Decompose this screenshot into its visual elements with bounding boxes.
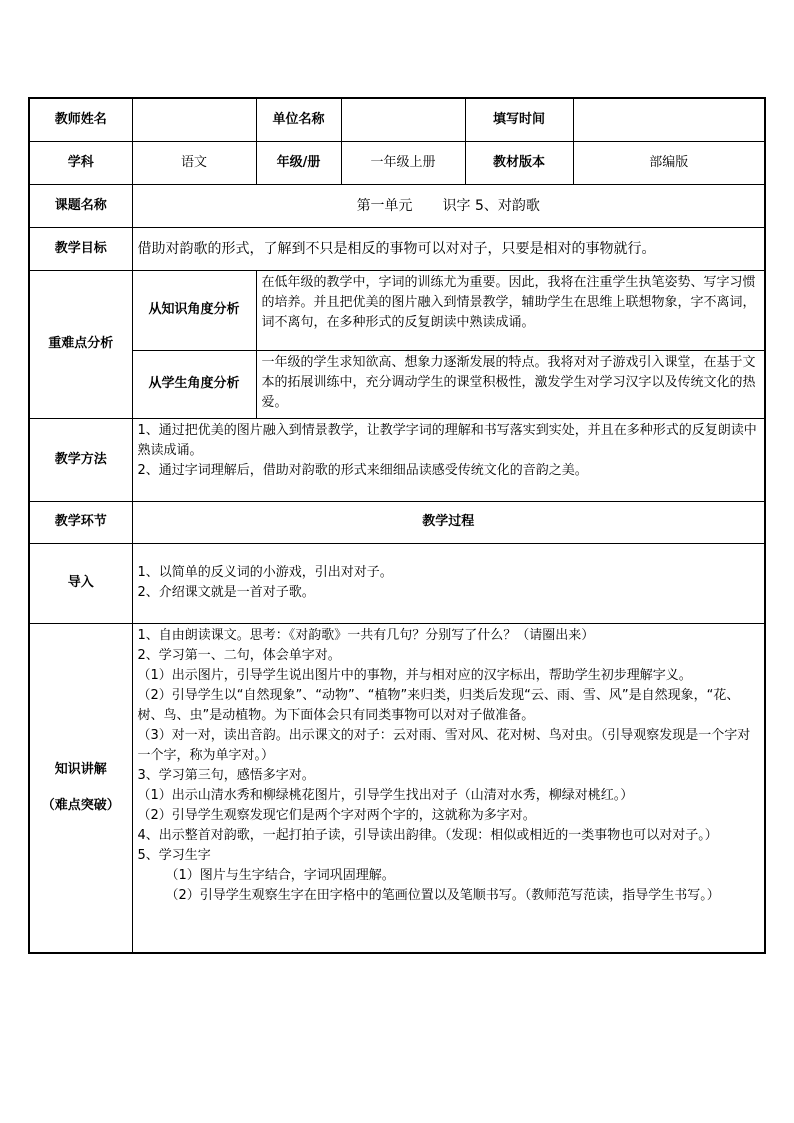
edition-label: 教材版本 <box>465 141 573 184</box>
teacher-name-label: 教师姓名 <box>29 98 132 141</box>
knowledge-sublabel: （难点突破） <box>41 797 120 813</box>
knowledge-line-10: 5、学习生字 <box>137 847 211 863</box>
knowledge-line-11: （1）图片与生字结合，字词巩固理解。 <box>165 867 395 883</box>
process-label: 教学过程 <box>132 501 765 543</box>
knowledge-row <box>29 623 765 953</box>
analysis-knowledge-row <box>29 270 765 350</box>
topic-lesson: 识字 5、对韵歌 <box>442 197 540 214</box>
topic-unit: 第一单元 <box>356 197 413 214</box>
knowledge-label-cell <box>29 623 132 953</box>
method-row <box>29 418 765 501</box>
subject-label: 学科 <box>29 141 132 184</box>
knowledge-angle-text: 在低年级的教学中，字词的训练尤为重要。因此，我将在注重学生执笔姿势、写字习惯的培养。并且把优美的图片融入到情景教学，辅助学生在思维上联想物象，字不离词，词不离句，在多种形式的反复朗读中熟读成诵。 <box>256 270 765 350</box>
lesson-plan-table <box>28 97 766 954</box>
teacher-name-value <box>132 98 256 141</box>
analysis-label: 重难点分析 <box>29 270 132 418</box>
grade-label: 年级/册 <box>256 141 341 184</box>
stage-label: 教学环节 <box>29 501 132 543</box>
unit-name-label: 单位名称 <box>256 98 341 141</box>
student-angle-label: 从学生角度分析 <box>132 350 256 418</box>
topic-row <box>29 184 765 227</box>
subject-row <box>29 141 765 184</box>
intro-text <box>132 543 765 623</box>
knowledge-line-7: （1）出示山清水秀和柳绿桃花图片，引导学生找出对子（山清对水秀，柳绿对桃红。） <box>137 787 634 803</box>
knowledge-line-8: （2）引导学生观察发现它们是两个字对两个字的，这就称为多字对。 <box>137 807 536 823</box>
goal-label: 教学目标 <box>29 227 132 270</box>
topic-value <box>132 184 765 227</box>
intro-item-1: 1、以简单的反义词的小游戏，引出对对子。 <box>137 565 393 580</box>
fill-date-label: 填写时间 <box>465 98 573 141</box>
student-angle-text: 一年级的学生求知欲高、想象力逐渐发展的特点。我将对对子游戏引入课堂，在基于文本的拓展训练中，充分调动学生的课堂积极性，激发学生对学习汉字以及传统文化的热爱。 <box>256 350 765 418</box>
knowledge-label: 知识讲解 <box>54 761 107 777</box>
knowledge-angle-label: 从知识角度分析 <box>132 270 256 350</box>
analysis-student-row <box>29 350 765 418</box>
method-label: 教学方法 <box>29 418 132 501</box>
process-header-row <box>29 501 765 543</box>
unit-name-value <box>341 98 465 141</box>
header-row <box>29 98 765 141</box>
knowledge-line-2: 2、学习第一、二句，体会单字对。 <box>137 647 341 663</box>
method-text <box>132 418 765 501</box>
goal-row <box>29 227 765 270</box>
edition-value: 部编版 <box>573 141 765 184</box>
intro-item-2: 2、介绍课文就是一首对子歌。 <box>137 585 315 600</box>
grade-value: 一年级上册 <box>341 141 465 184</box>
knowledge-line-9: 4、出示整首对韵歌，一起打拍子读，引导读出韵律。（发现：相似或相近的一类事物也可以对对子。） <box>137 827 718 843</box>
intro-label: 导入 <box>29 543 132 623</box>
method-item-2: 2、通过字词理解后，借助对韵歌的形式来细细品读感受传统文化的音韵之美。 <box>137 462 588 478</box>
knowledge-line-3: （1）出示图片，引导学生说出图片中的事物，并与相对应的汉字标出，帮助学生初步理解字义。 <box>137 667 692 683</box>
intro-row <box>29 543 765 623</box>
goal-text: 借助对韵歌的形式，了解到不只是相反的事物可以对对子，只要是相对的事物就行。 <box>132 227 765 270</box>
method-item-1: 1、通过把优美的图片融入到情景教学，让教学字词的理解和书写落实到实处，并且在多种形式的反复朗读中熟读成诵。 <box>137 422 757 458</box>
knowledge-line-5: （3）对一对，读出音韵。出示课文的对子：云对雨、雪对风、花对树、鸟对虫。（引导观察发现是一个字对一个字，称为单字对。） <box>137 727 751 763</box>
knowledge-line-6: 3、学习第三句，感悟多字对。 <box>137 767 315 783</box>
knowledge-line-12: （2）引导学生观察生字在田字格中的笔画位置以及笔顺书写。（教师范写范读，指导学生书写。） <box>165 887 720 903</box>
knowledge-text <box>132 623 765 953</box>
knowledge-line-1: 1、自由朗读课文。思考：《对韵歌》一共有几句？分别写了什么？（请圈出来） <box>137 627 595 643</box>
subject-value: 语文 <box>132 141 256 184</box>
knowledge-line-4: （2）引导学生以“自然现象”、“动物”、“植物”来归类，归类后发现“云、雨、雪、风”是自然现象，“花、树、鸟、虫”是动植物。为下面体会只有同类事物可以对对子做准备。 <box>137 687 740 723</box>
fill-date-value <box>573 98 765 141</box>
topic-label: 课题名称 <box>29 184 132 227</box>
